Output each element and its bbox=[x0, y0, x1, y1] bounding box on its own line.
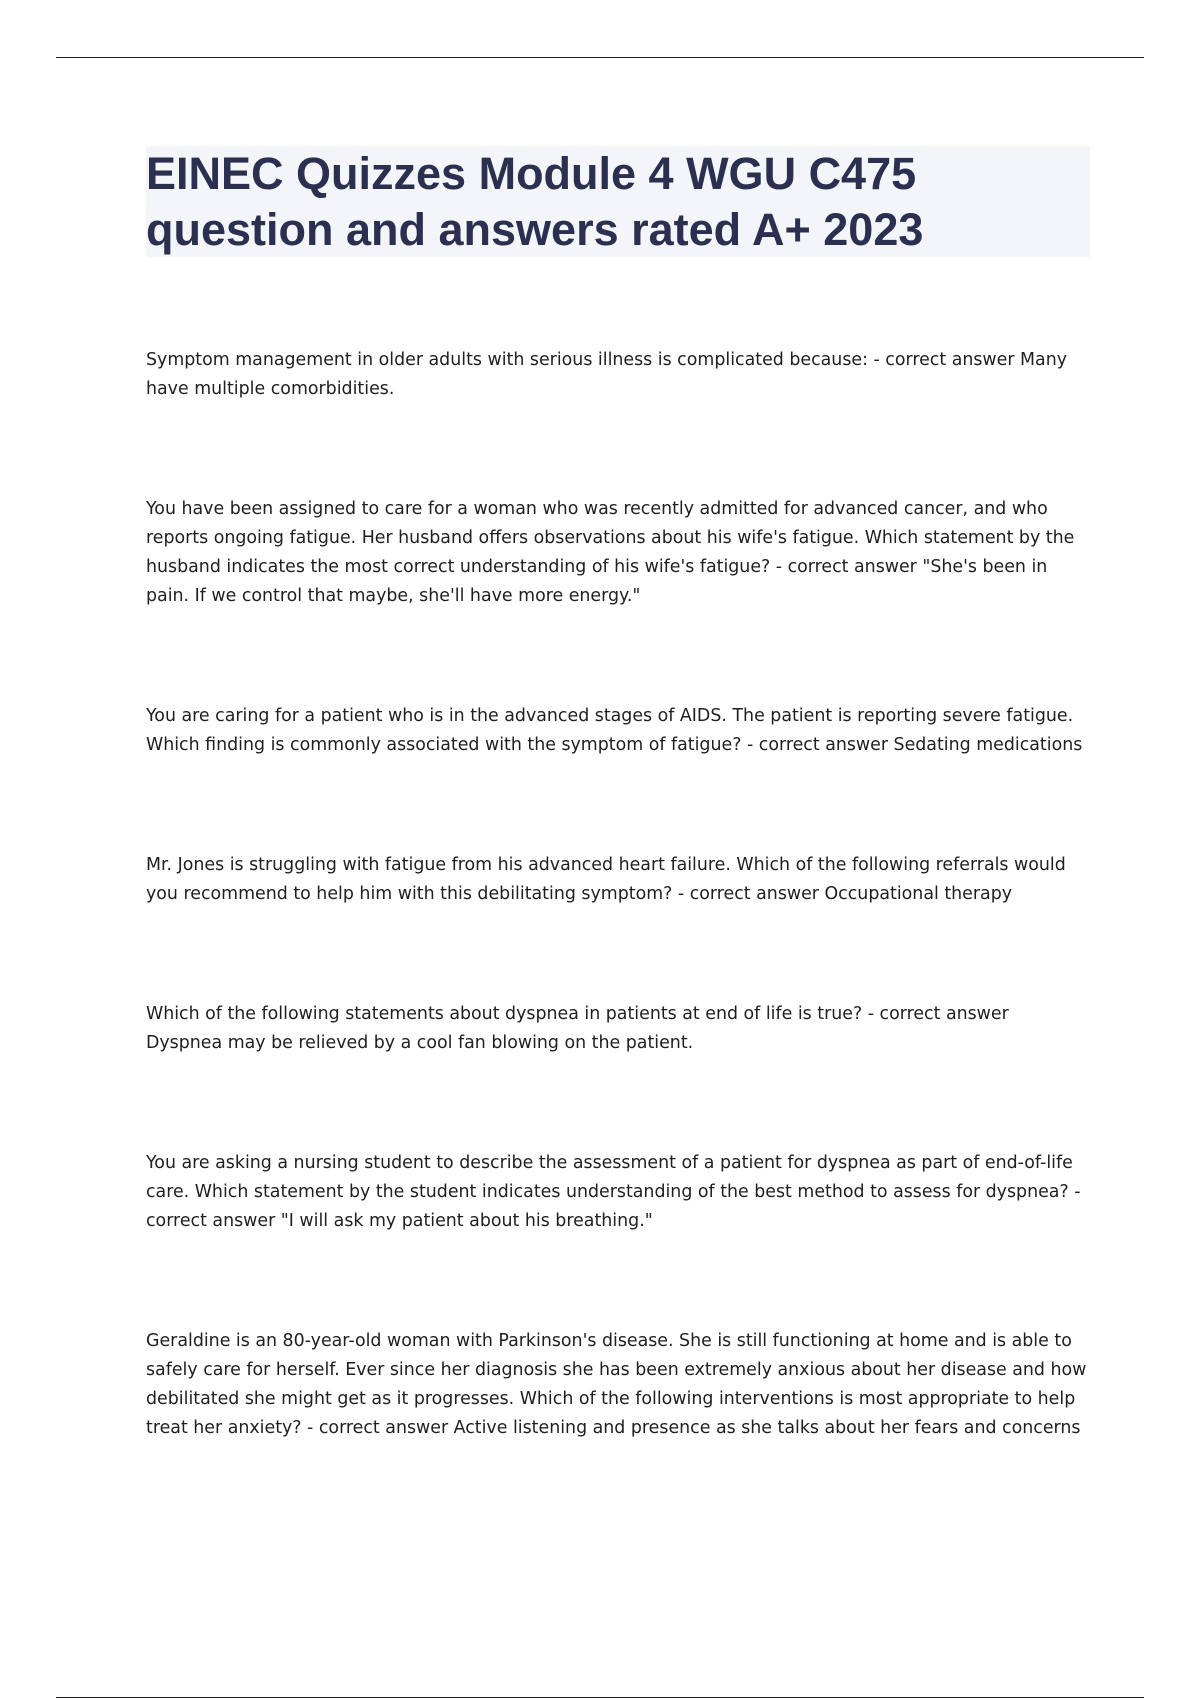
answer-separator: - correct answer bbox=[146, 1182, 1081, 1231]
answer-separator: - correct answer bbox=[672, 884, 825, 904]
answer-separator: - correct answer bbox=[770, 557, 923, 577]
answer-text: Occupational therapy bbox=[824, 884, 1013, 904]
qa-item bbox=[146, 1000, 1090, 1058]
qa-item bbox=[146, 1327, 1090, 1443]
answer-text: Many have multiple comorbidities. bbox=[146, 350, 1068, 399]
answer-text: Active listening and presence as she talks about her fears and concerns bbox=[453, 1418, 1081, 1438]
qa-item bbox=[146, 346, 1090, 404]
qa-item bbox=[146, 702, 1090, 760]
question-text: You are asking a nursing student to describe the assessment of a patient for dyspnea as part of end-of-life care. Which statement by the student indicates understanding of the best method to assess for dyspnea? bbox=[146, 1153, 1073, 1202]
document-title: EINEC Quizzes Module 4 WGU C475 question and answers rated A+ 2023 bbox=[146, 148, 924, 255]
answer-text: "I will ask my patient about his breathing." bbox=[280, 1211, 653, 1231]
question-text: You are caring for a patient who is in the advanced stages of AIDS. The patient is reporting severe fatigue. Which finding is commonly associated with the symptom of fatigue? bbox=[146, 706, 1074, 755]
qa-item bbox=[146, 851, 1090, 909]
answer-text: Dyspnea may be relieved by a cool fan blowing on the patient. bbox=[146, 1033, 694, 1053]
qa-item bbox=[146, 495, 1090, 611]
answer-separator: - correct answer bbox=[867, 350, 1021, 370]
qa-item bbox=[146, 1149, 1090, 1236]
question-text: Mr. Jones is struggling with fatigue from his advanced heart failure. Which of the following referrals would you recommend to help him with this debilitating symptom? bbox=[146, 855, 1066, 904]
question-text: Geraldine is an 80-year-old woman with Parkinson's disease. She is still functioning at home and is able to safely care for herself. Ever since her diagnosis she has been extremely anxious about her disease and how debilitated she might get as it progresses. Which of the following interventions is most appropriate to help treat her anxiety? bbox=[146, 1331, 1087, 1438]
answer-separator: - correct answer bbox=[301, 1418, 454, 1438]
question-text: Symptom management in older adults with serious illness is complicated because: bbox=[146, 350, 868, 370]
qa-list bbox=[146, 346, 1090, 1534]
answer-separator: - correct answer bbox=[741, 735, 894, 755]
footer-rule bbox=[56, 1697, 1144, 1698]
answer-text: Sedating medications bbox=[893, 735, 1083, 755]
answer-separator: - correct answer bbox=[862, 1004, 1009, 1024]
answer-text: "She's been in pain. If we control that maybe, she'll have more energy." bbox=[146, 557, 1048, 606]
question-text: You have been assigned to care for a woman who was recently admitted for advanced cancer, and who reports ongoing fatigue. Her husband offers observations about his wife's fatigue. Which statement by the husband indicates the most correct understanding of his wife's fatigue? bbox=[146, 499, 1075, 577]
header-rule bbox=[56, 57, 1144, 58]
question-text: Which of the following statements about dyspnea in patients at end of life is true? bbox=[146, 1004, 863, 1024]
